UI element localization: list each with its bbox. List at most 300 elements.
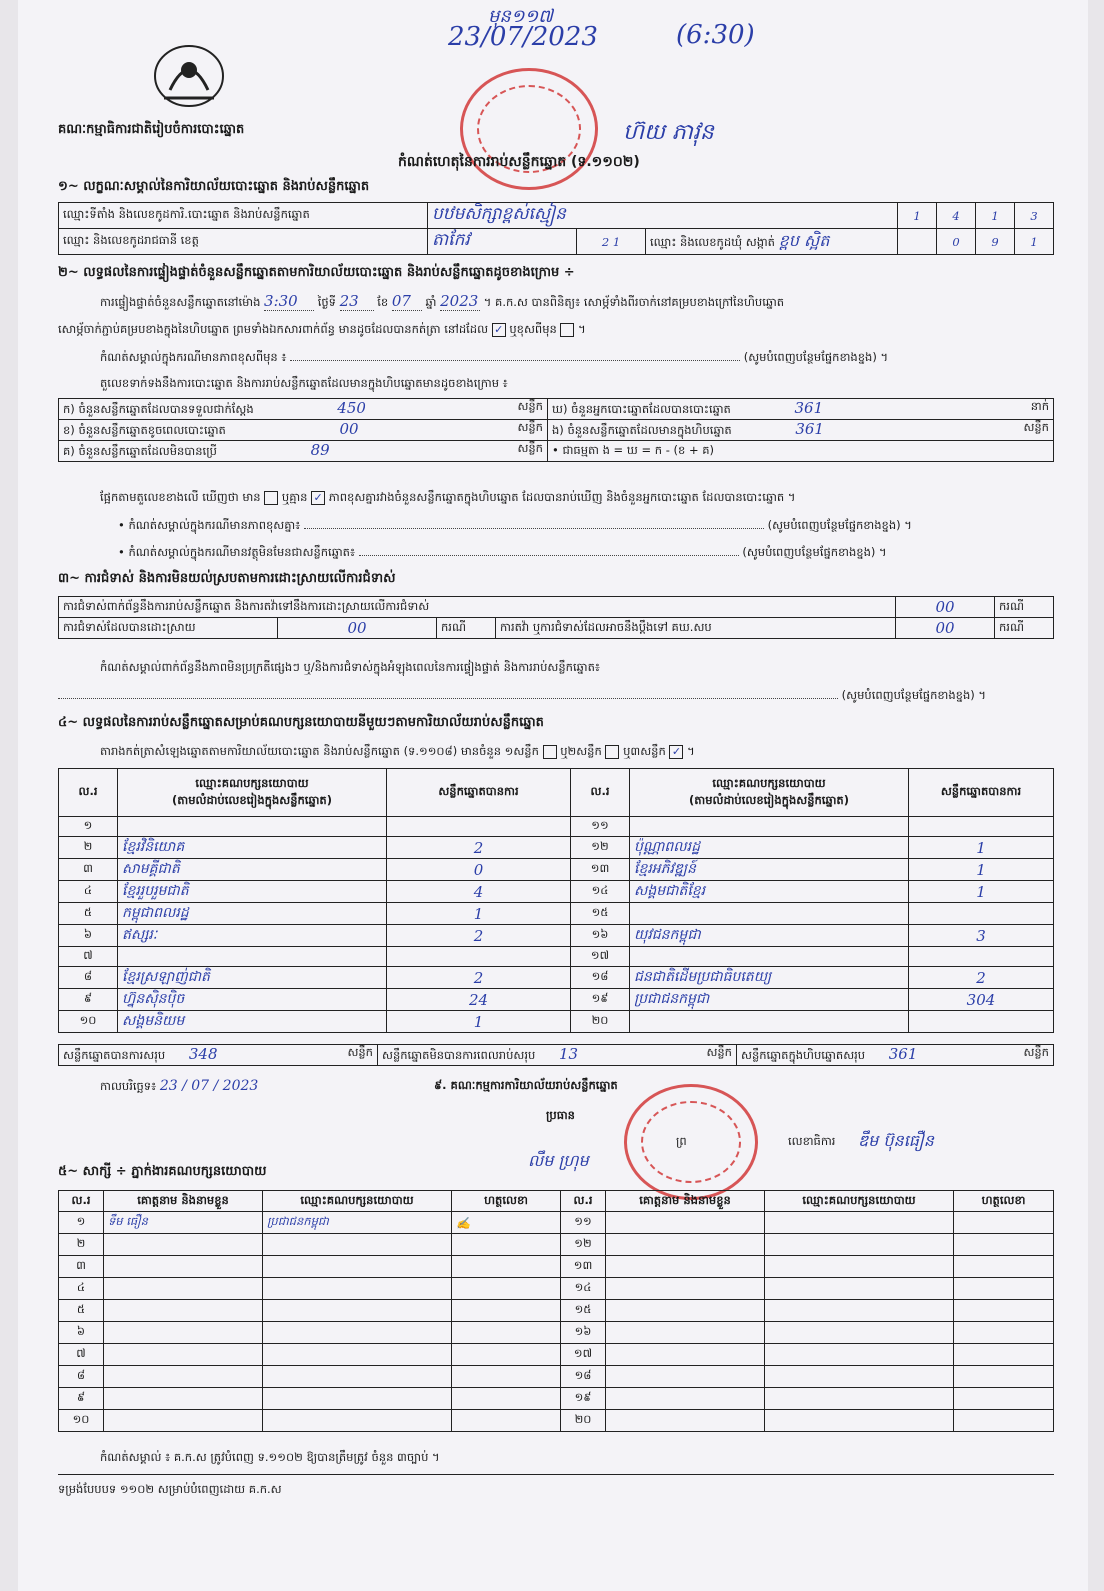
three-sheets-label: ឬ៣សន្លឹក <box>623 744 666 758</box>
witness-party[interactable] <box>765 1322 954 1344</box>
witness-name <box>104 1234 263 1256</box>
witness-party <box>263 1256 452 1278</box>
total-box-unit: សន្លឹក <box>1023 1045 1049 1059</box>
witness-name <box>104 1366 263 1388</box>
witness-no: ១០ <box>59 1410 104 1432</box>
witness-name <box>104 1278 263 1300</box>
party-name: សង្គមនិយម <box>118 1011 387 1033</box>
location-code-4: 3 <box>1015 203 1054 229</box>
table-row <box>59 1344 1054 1366</box>
col-party <box>118 769 387 817</box>
secretary-label: លេខាធិការ <box>788 1134 836 1148</box>
verification-day: 23 <box>340 292 374 311</box>
verification-prefix: ការផ្ទៀងផ្ទាត់ចំនួនសន្លឹកឆ្នោតនៅម៉ោង <box>100 295 261 309</box>
witness-name <box>104 1256 263 1278</box>
witness-sign <box>452 1410 561 1432</box>
national-emblem-icon <box>150 40 228 112</box>
total-box-value: 361 <box>888 1045 918 1063</box>
party-votes <box>909 1011 1054 1033</box>
witness-sign[interactable] <box>954 1366 1054 1388</box>
table-row <box>59 1011 1054 1033</box>
witness-party[interactable] <box>765 1256 954 1278</box>
verification-year: 2023 <box>440 292 479 310</box>
table-row <box>59 1322 1054 1344</box>
party-name: ហ្វ៊ុនស៊ិនប៉ិច <box>118 989 387 1011</box>
location-code-1: 1 <box>898 203 937 229</box>
no-diff-checkbox[interactable]: ✓ <box>311 491 325 505</box>
irregularity-note: កំណត់សម្គាល់ពាក់ព័ន្ធនឹងភាពមិនប្រក្រតីផ្សេងៗ ឬ/និងការជំទាស់ក្នុងអំឡុងពេលនៃការផ្ទៀងផ្ទាត់ និងការរាប់សន្លឹកឆ្នោត៖ <box>100 660 600 674</box>
witness-sign[interactable] <box>954 1344 1054 1366</box>
party-name: ជនជាតិដើមប្រជាធិបតេយ្យ <box>630 967 909 989</box>
total-invalid-label: សន្លឹកឆ្នោតមិនបានការពេលរាប់សរុប <box>382 1048 536 1062</box>
commune-code-2: 9 <box>976 229 1015 255</box>
compare-line <box>100 490 1060 507</box>
w-col-party: ឈ្មោះគណបក្សនយោបាយ <box>263 1191 452 1212</box>
table-row <box>59 1234 1054 1256</box>
resolved-value: 00 <box>278 618 437 639</box>
witness-no: ១៤ <box>561 1278 606 1300</box>
province-code <box>577 229 646 255</box>
party-number: ១៤ <box>571 881 630 903</box>
witness-name[interactable] <box>606 1388 765 1410</box>
table-row <box>59 1366 1054 1388</box>
witness-party[interactable] <box>765 1300 954 1322</box>
irregularity-fill-note: (សូមបំពេញបន្ថែមផ្នែកខាងខ្នង) ។ <box>841 688 986 702</box>
compare-prefix: ផ្អែកតាមតួលេខខាងលើ ឃើញថា មាន <box>100 490 261 504</box>
member-label: ព្រ <box>676 1134 687 1148</box>
commune-code-1: 0 <box>937 229 976 255</box>
table-row <box>59 1410 1054 1432</box>
verification-month: 07 <box>392 292 422 311</box>
commune-cell <box>646 229 898 255</box>
witness-sign <box>452 1344 561 1366</box>
party-votes: 0 <box>387 859 571 881</box>
party-name <box>630 947 909 967</box>
compare-rest: ភាពខុសគ្នារវាងចំនួនសន្លឹកឆ្នោតក្នុងហិបឆ្នោត ដែលបានរាប់ឃើញ និងចំនួនអ្នកបោះឆ្នោត ដែលបានបោះឆ្នោត ។ <box>328 490 796 504</box>
party-votes: 1 <box>387 1011 571 1033</box>
w-col-name-right: គោត្តនាម និងនាមខ្លួន <box>606 1191 765 1212</box>
witness-name <box>104 1300 263 1322</box>
figure-label-e: ង) ចំនួនសន្លឹកឆ្នោតដែលមានក្នុងហិបឆ្នោត <box>552 423 732 437</box>
w-col-party-right: ឈ្មោះគណបក្សនយោបាយ <box>765 1191 954 1212</box>
commune-label: ឈ្មោះ និងលេខកូដឃុំ សង្កាត់ <box>650 234 775 249</box>
sheet-count-line: តារាងកត់ត្រាសំឡេងឆ្នោតតាមការិយាល័យបោះឆ្នោត និងរាប់សន្លឹកឆ្នោត (ទ.១១០៨) មានចំនួន ១សន្លឹក ឬ២សន្លឹក ឬ៣សន្លឹក ✓ ។ <box>100 744 695 758</box>
party-number: ១៨ <box>571 967 630 989</box>
witness-party <box>263 1344 452 1366</box>
verification-line-1 <box>100 292 1060 312</box>
change-note-line <box>100 350 1060 367</box>
section-1-table <box>58 202 1054 255</box>
figures-intro: តួលេខទាក់ទងនឹងការបោះឆ្នោត និងការរាប់សន្លឹកឆ្នោតដែលមានក្នុងហិបឆ្នោតមានដូចខាងក្រោម ៖ <box>100 376 508 390</box>
party-number: ៣ <box>59 859 118 881</box>
witness-name <box>104 1344 263 1366</box>
party-number: ១២ <box>571 837 630 859</box>
party-votes <box>387 817 571 837</box>
foreign-fill-note: (សូមបំពេញបន្ថែមផ្នែកខាងខ្នង) ។ <box>742 545 887 559</box>
witness-name[interactable] <box>606 1300 765 1322</box>
party-number: ១៣ <box>571 859 630 881</box>
party-votes: 3 <box>909 925 1054 947</box>
figures-row <box>59 399 1054 420</box>
witness-party[interactable] <box>765 1366 954 1388</box>
witness-sign[interactable] <box>954 1410 1054 1432</box>
appeal-unit: ករណី <box>995 618 1054 639</box>
table-row <box>59 1256 1054 1278</box>
change-note-label: កំណត់សម្គាល់ក្នុងករណីមានភាពខុសពីមុន ៖ <box>100 350 287 364</box>
party-number: ១ <box>59 817 118 837</box>
figures-row <box>59 441 1054 462</box>
witness-party <box>263 1410 452 1432</box>
party-number: ៩ <box>59 989 118 1011</box>
total-box-label: សន្លឹកឆ្នោតក្នុងហិបឆ្នោតសរុប <box>741 1048 866 1062</box>
col-party-title: ឈ្មោះគណបក្សនយោបាយ <box>195 775 309 790</box>
figure-right-d <box>548 399 1054 420</box>
witness-name[interactable] <box>606 1212 765 1234</box>
witness-no: ១៧ <box>561 1344 606 1366</box>
party-name: សាមគ្គីជាតិ <box>118 859 387 881</box>
committee-stamp-icon <box>624 1084 758 1200</box>
form-sheet <box>18 0 1088 1591</box>
party-votes <box>909 903 1054 925</box>
compare-none-label: ឬគ្មាន <box>281 490 308 504</box>
witness-party <box>263 1300 452 1322</box>
col-votes: សន្លឹកឆ្នោតបានការ <box>387 769 571 817</box>
witness-no: ៣ <box>59 1256 104 1278</box>
figure-unit-e: សន្លឹក <box>1023 420 1049 434</box>
handwritten-date: 23/07/2023 <box>448 22 598 52</box>
figure-label-d: ឃ) ចំនួនអ្នកបោះឆ្នោតដែលបានបោះឆ្នោត <box>552 402 731 416</box>
verification-time: 3:30 <box>264 292 314 311</box>
witness-table <box>58 1190 1054 1432</box>
figure-label-b: ខ) ចំនួនសន្លឹកឆ្នោតខូចពេលបោះឆ្នោត <box>63 423 226 437</box>
president-label: ប្រធាន <box>546 1108 575 1122</box>
witness-name[interactable] <box>606 1344 765 1366</box>
col-party-title-right: ឈ្មោះគណបក្សនយោបាយ <box>712 775 826 790</box>
party-votes <box>387 947 571 967</box>
witness-name <box>104 1410 263 1432</box>
total-valid-label: សន្លឹកឆ្នោតបានការសរុប <box>63 1048 166 1062</box>
section-2-heading: ២~ លទ្ធផលនៃការផ្ទៀងផ្ទាត់ចំនួនសន្លឹកឆ្នោតតាមការិយាល័យបោះឆ្នោត និងរាប់សន្លឹកឆ្នោតដូចខាងក្រោម ÷ <box>58 265 575 280</box>
diff-note-label: • កំណត់សម្គាល់ក្នុងករណីមានភាពខុសគ្នា៖ <box>118 518 301 532</box>
col-party-sub-right: (តាមលំដាប់លេខរៀងក្នុងសន្លឹកឆ្នោត) <box>689 792 849 807</box>
province-value: តាកែវ <box>428 229 577 255</box>
org-name: គណៈកម្មាធិការជាតិរៀបចំការបោះឆ្នោត <box>58 122 245 137</box>
province-code-2: 1 <box>612 234 621 249</box>
party-number: ១៦ <box>571 925 630 947</box>
witness-name <box>104 1388 263 1410</box>
party-votes: 2 <box>387 967 571 989</box>
figure-left-c <box>59 441 548 462</box>
party-name <box>118 947 387 967</box>
figure-unit-c: សន្លឹក <box>517 441 543 455</box>
party-votes: 1 <box>909 881 1054 903</box>
witness-sign[interactable] <box>954 1322 1054 1344</box>
figure-unit-a: សន្លឹក <box>517 399 543 413</box>
party-votes <box>909 947 1054 967</box>
col-party-right <box>630 769 909 817</box>
figure-value-c: 89 <box>310 441 330 459</box>
witness-sign <box>452 1300 561 1322</box>
month-label: ខែ <box>377 295 389 309</box>
party-name: ខ្មែរអភិវឌ្ឍន៍ <box>630 859 909 881</box>
party-name <box>630 903 909 925</box>
party-votes: 2 <box>387 925 571 947</box>
diff-note-field[interactable] <box>304 528 764 529</box>
complaint-unit: ករណី <box>995 597 1054 618</box>
witness-no: ២ <box>59 1234 104 1256</box>
section-5-heading: ៥~ សាក្សី ÷ ភ្នាក់ងារគណបក្សនយោបាយ <box>58 1164 267 1179</box>
w-col-sign: ហត្ថលេខា <box>452 1191 561 1212</box>
witness-no: ១២ <box>561 1234 606 1256</box>
witness-party[interactable] <box>765 1344 954 1366</box>
foreign-object-field[interactable] <box>359 555 739 556</box>
witness-party[interactable] <box>765 1212 954 1234</box>
figure-value-a: 450 <box>337 399 366 417</box>
irregularity-field[interactable] <box>58 698 838 699</box>
party-votes: 304 <box>909 989 1054 1011</box>
witness-name[interactable] <box>606 1366 765 1388</box>
witness-party <box>263 1388 452 1410</box>
figures-row <box>59 420 1054 441</box>
section-4-heading: ៤~ លទ្ធផលនៃការរាប់សន្លឹកឆ្នោតសម្រាប់គណបក្សនយោបាយនីមួយៗតាមការិយាល័យរាប់សន្លឹកឆ្នោត <box>58 715 544 730</box>
diff-note-line <box>118 518 1058 535</box>
party-name <box>630 1011 909 1033</box>
section-3-heading: ៣~ ការជំទាស់ និងការមិនយល់ស្របតាមការដោះស្រាយលើការជំទាស់ <box>58 571 396 586</box>
witness-sign <box>452 1234 561 1256</box>
party-number: ១១ <box>571 817 630 837</box>
location-label: ឈ្មោះទីតាំង និងលេខកូដការិ.បោះឆ្នោត និងរាប់សន្លឹកឆ្នោត <box>59 203 428 229</box>
handwritten-time: (6:30) <box>676 20 755 50</box>
party-name <box>118 817 387 837</box>
witness-no: ៥ <box>59 1300 104 1322</box>
same-checkbox[interactable]: ✓ <box>492 323 506 337</box>
party-name <box>630 817 909 837</box>
has-diff-checkbox[interactable] <box>264 491 278 505</box>
witness-sign <box>452 1366 561 1388</box>
col-party-sub: (តាមលំដាប់លេខរៀងក្នុងសន្លឹកឆ្នោត) <box>172 792 332 807</box>
day-label: ថ្ងៃទី <box>317 295 336 309</box>
witness-no: ១៩ <box>561 1388 606 1410</box>
witness-no: ៩ <box>59 1388 104 1410</box>
diff-fill-note: (សូមបំពេញបន្ថែមផ្នែកខាងខ្នង) ។ <box>767 518 912 532</box>
total-valid-cell <box>59 1045 378 1066</box>
verification-line-2-text: សោម្ភ័ចាក់ភ្ជាប់គម្របខាងក្នុងនៃហិបឆ្នោត ព្រមទាំងឯកសារពាក់ព័ន្ធ មានដូចដែលបានកត់ត្រា នៅដដែល <box>58 322 489 336</box>
witness-name[interactable] <box>606 1256 765 1278</box>
irregularity-line <box>58 688 1058 705</box>
foreign-object-line <box>118 545 1058 562</box>
party-name: កម្ពុជាពលរដ្ឋ <box>118 903 387 925</box>
party-name: ឥស្សរៈ <box>118 925 387 947</box>
witness-sign[interactable] <box>954 1300 1054 1322</box>
table-row <box>59 1278 1054 1300</box>
complaint-label: ការជំទាស់ពាក់ព័ន្ធនឹងការរាប់សន្លឹកឆ្នោត និងការតវ៉ាទៅនឹងការដោះស្រាយលើការជំទាស់ <box>59 597 896 618</box>
party-number: ១០ <box>59 1011 118 1033</box>
party-number: ៦ <box>59 925 118 947</box>
foreign-object-label: • កំណត់សម្គាល់ក្នុងករណីមានវត្ថុមិនមែនជាសន្លឹកឆ្នោត៖ <box>118 545 356 559</box>
witness-sign <box>452 1278 561 1300</box>
party-name: ខ្មែរវិនិយោគ <box>118 837 387 859</box>
table-row <box>59 1388 1054 1410</box>
witness-name[interactable] <box>606 1322 765 1344</box>
witness-name: ទឹម ធឿន <box>104 1212 263 1234</box>
complaint-value: 00 <box>896 597 995 618</box>
change-note-field[interactable] <box>290 360 740 361</box>
party-number: ១៧ <box>571 947 630 967</box>
figure-value-b: 00 <box>339 420 359 438</box>
witness-sign <box>452 1388 561 1410</box>
total-invalid-cell <box>378 1045 737 1066</box>
witness-no: ៧ <box>59 1344 104 1366</box>
appeal-value: 00 <box>896 618 995 639</box>
witness-sign[interactable] <box>954 1388 1054 1410</box>
w-col-no: ល.រ <box>59 1191 104 1212</box>
three-sheets-checkbox[interactable]: ✓ <box>669 745 683 759</box>
form-title: កំណត់ហេតុនៃការរាប់សន្លឹកឆ្នោត (ទ.១១០២) <box>398 154 640 170</box>
witness-sign[interactable] <box>954 1278 1054 1300</box>
date-label: កាលបរិច្ឆេទ៖ <box>100 1079 157 1093</box>
appeal-label: ការតវ៉ា ឬការជំទាស់ដែលអាចនឹងប្តឹងទៅ គឃ.សប <box>496 618 896 639</box>
witness-party <box>263 1278 452 1300</box>
witness-no: ១៣ <box>561 1256 606 1278</box>
party-name: ប៉ុណ្ណាពលរដ្ឋ <box>630 837 909 859</box>
province-label: ឈ្មោះ និងលេខកូដរាជធានី ខេត្ត <box>59 229 428 255</box>
witness-no: ១ <box>59 1212 104 1234</box>
sheet-count-intro: តារាងកត់ត្រាសំឡេងឆ្នោតតាមការិយាល័យបោះឆ្នោត និងរាប់សន្លឹកឆ្នោត (ទ.១១០៨) មានចំនួន ១សន្លឹក <box>100 744 539 758</box>
witness-sign[interactable] <box>954 1212 1054 1234</box>
table-row <box>59 989 1054 1011</box>
witness-party <box>263 1322 452 1344</box>
total-invalid-unit: សន្លឹក <box>706 1045 732 1059</box>
table-row <box>59 947 1054 967</box>
table-row <box>59 817 1054 837</box>
witness-party <box>263 1234 452 1256</box>
witness-no: ៤ <box>59 1278 104 1300</box>
witness-party[interactable] <box>765 1234 954 1256</box>
party-name: ប្រជាជនកម្ពុជា <box>630 989 909 1011</box>
party-votes: 1 <box>909 859 1054 881</box>
figure-left-b <box>59 420 548 441</box>
witness-party: ប្រជាជនកម្ពុជា <box>263 1212 452 1234</box>
witness-no: ១៦ <box>561 1322 606 1344</box>
witness-no: ១១ <box>561 1212 606 1234</box>
party-votes: 1 <box>387 903 571 925</box>
figure-unit-b: សន្លឹក <box>517 420 543 434</box>
two-sheets-label: ឬ២សន្លឹក <box>560 744 602 758</box>
commune-value: ខ្ពប ស្អិត <box>778 230 830 250</box>
figure-label-a: ក) ចំនួនសន្លឹកឆ្នោតដែលបានទទួលជាក់ស្តែង <box>63 402 254 416</box>
changed-checkbox[interactable] <box>560 323 574 337</box>
col-votes-right: សន្លឹកឆ្នោតបានការ <box>909 769 1054 817</box>
party-results-table <box>58 768 1054 1033</box>
party-number: ១៩ <box>571 989 630 1011</box>
location-code-3: 1 <box>976 203 1015 229</box>
verification-rest: ។ គ.ក.ស បានពិនិត្យ៖ សោម្ភ័ទាំងពីរចាក់នៅគម្របខាងក្រៅនៃហិបឆ្នោត <box>483 295 785 309</box>
figure-left-a <box>59 399 548 420</box>
col-no-right: ល.រ <box>571 769 630 817</box>
witness-party[interactable] <box>765 1278 954 1300</box>
witness-no: ១៥ <box>561 1300 606 1322</box>
change-fill-note: (សូមបំពេញបន្ថែមផ្នែកខាងខ្នង) ។ <box>743 350 889 364</box>
witness-party[interactable] <box>765 1388 954 1410</box>
total-invalid-value: 13 <box>558 1045 579 1063</box>
table-row <box>59 903 1054 925</box>
resolved-unit: ករណី <box>437 618 496 639</box>
table-row <box>59 881 1054 903</box>
witness-no: ៦ <box>59 1322 104 1344</box>
secretary-name: ឌឹម ប៊ុនធឿន <box>858 1131 934 1150</box>
witness-sign[interactable] <box>954 1234 1054 1256</box>
figure-unit-d: នាក់ <box>1030 399 1049 413</box>
w-col-name: គោត្តនាម និងនាមខ្លួន <box>104 1191 263 1212</box>
figures-table <box>58 398 1054 462</box>
complaints-table <box>58 596 1054 639</box>
one-sheet-checkbox[interactable] <box>543 745 557 759</box>
party-votes: 1 <box>909 837 1054 859</box>
date-value: 23 / 07 / 2023 <box>159 1078 259 1094</box>
witness-name[interactable] <box>606 1234 765 1256</box>
witness-sign[interactable] <box>954 1256 1054 1278</box>
w-col-no-right: ល.រ <box>561 1191 606 1212</box>
witness-no: ៨ <box>59 1366 104 1388</box>
handwritten-signature-name: ហ៊យ ភាវុន <box>623 120 714 145</box>
witness-name <box>104 1322 263 1344</box>
footer-divider <box>58 1474 1054 1475</box>
witness-sign: ✍ <box>452 1212 561 1234</box>
commune-code-3: 1 <box>1015 229 1054 255</box>
party-name: ខ្មែររួបរួមជាតិ <box>118 881 387 903</box>
witness-name[interactable] <box>606 1410 765 1432</box>
footnote: កំណត់សម្គាល់ ៖ គ.ក.ស ត្រូវបំពេញ ទ.១១០២ ឱ្យបានត្រឹមត្រូវ ចំនួន ៣ច្បាប់ ។ <box>100 1450 440 1464</box>
location-code-2: 4 <box>937 203 976 229</box>
total-valid-value: 348 <box>188 1045 218 1063</box>
resolved-label: ការជំទាស់ដែលបានដោះស្រាយ <box>59 618 278 639</box>
year-label: ឆ្នាំ <box>425 295 437 309</box>
figure-formula: • ជាធម្មតា ង = ឃ = ក - (ខ + គ) <box>548 441 1054 462</box>
party-name: សង្គមជាតិខ្មែរ <box>630 881 909 903</box>
witness-no: ២០ <box>561 1410 606 1432</box>
party-number: ៧ <box>59 947 118 967</box>
figure-label-c: គ) ចំនួនសន្លឹកឆ្នោតដែលមិនបានប្រើ <box>63 444 217 458</box>
figure-value-e: 361 <box>795 420 824 438</box>
party-name: យុវជនកម្ពុជា <box>630 925 909 947</box>
col-no: ល.រ <box>59 769 118 817</box>
changed-label: ឬខុសពីមុន <box>509 322 557 336</box>
witness-name[interactable] <box>606 1278 765 1300</box>
witness-party[interactable] <box>765 1410 954 1432</box>
w-col-sign-right: ហត្ថលេខា <box>954 1191 1054 1212</box>
party-votes: 24 <box>387 989 571 1011</box>
totals-table <box>58 1044 1054 1066</box>
table-row <box>59 837 1054 859</box>
two-sheets-checkbox[interactable] <box>605 745 619 759</box>
verification-line-2: សោម្ភ័ចាក់ភ្ជាប់គម្របខាងក្នុងនៃហិបឆ្នោត ព្រមទាំងឯកសារពាក់ព័ន្ធ មានដូចដែលបានកត់ត្រា នៅដដែល ✓ ឬខុសពីមុន ។ <box>58 322 586 336</box>
witness-sign <box>452 1256 561 1278</box>
witness-party <box>263 1366 452 1388</box>
party-votes: 2 <box>387 837 571 859</box>
party-name: ខ្មែរស្រឡាញ់ជាតិ <box>118 967 387 989</box>
party-number: ៨ <box>59 967 118 989</box>
table-row <box>59 967 1054 989</box>
party-number: ២ <box>59 837 118 859</box>
witness-no: ១៨ <box>561 1366 606 1388</box>
party-number: ៥ <box>59 903 118 925</box>
table-row <box>59 1300 1054 1322</box>
party-number: ៤ <box>59 881 118 903</box>
witness-sign <box>452 1322 561 1344</box>
location-value: បឋមសិក្សាខ្ពស់ស្មៀន <box>428 203 898 229</box>
total-valid-unit: សន្លឹក <box>347 1045 373 1059</box>
bottom-note: ទម្រង់បែបបទ ១១០២ សម្រាប់បំពេញដោយ គ.ក.ស <box>58 1482 282 1496</box>
